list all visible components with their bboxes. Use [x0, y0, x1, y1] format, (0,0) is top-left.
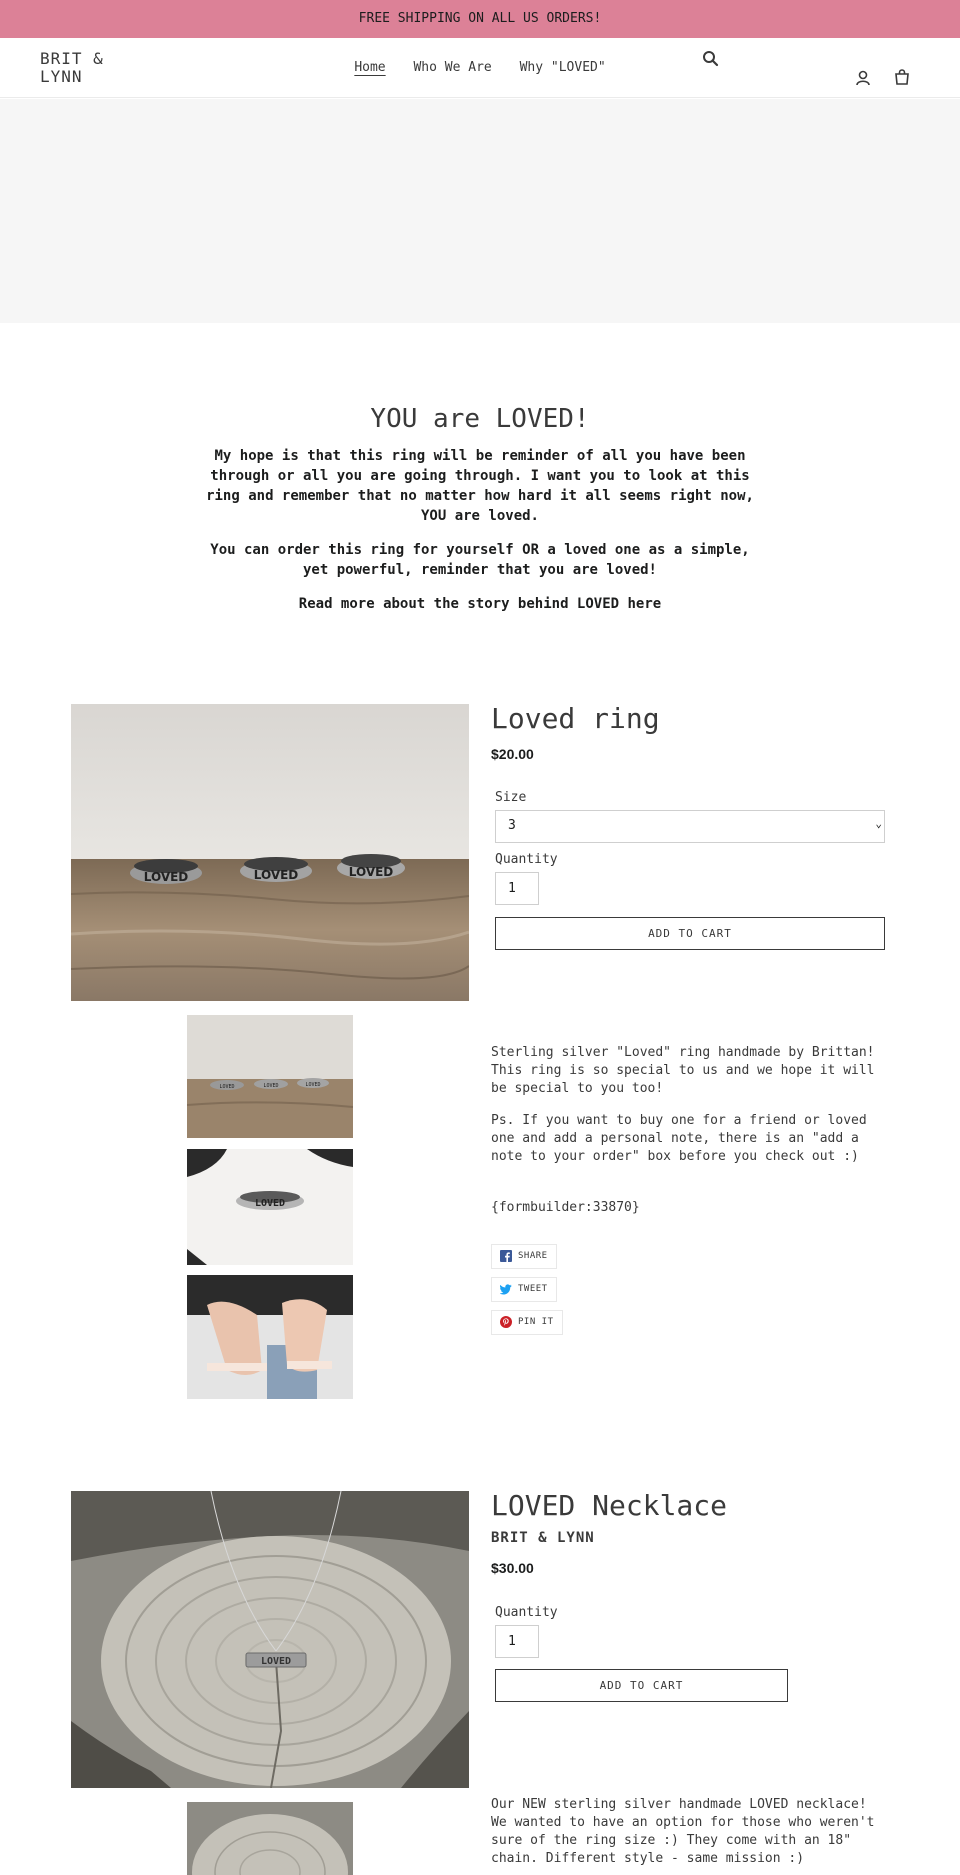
chevron-down-icon: ⌄	[875, 817, 882, 830]
quantity-input[interactable]: 1	[495, 872, 539, 905]
size-select[interactable]	[495, 810, 885, 843]
search-icon[interactable]	[702, 50, 720, 68]
description-paragraph-1: Sterling silver "Loved" ring handmade by Brittan! This ring is so special to us and we hope it will be special to you too!	[491, 1045, 875, 1096]
main-nav	[0, 60, 960, 75]
svg-text:LOVED: LOVED	[219, 1084, 235, 1090]
product-title: Loved ring	[491, 702, 660, 735]
nav-home[interactable]: Home	[354, 60, 386, 75]
intro-paragraph-2: You can order this ring for yourself OR a loved one as a simple, yet powerful, reminder that you are loved!	[210, 542, 750, 578]
svg-text:LOVED: LOVED	[305, 1082, 321, 1088]
intro-paragraph-1: My hope is that this ring will be reminder of all you have been through or all you are going through. I want you to look at this ring and remember that no matter how hard it all seems right now, YOU are loved.	[206, 448, 754, 524]
site-header	[0, 38, 960, 98]
tweet-label: TWEET	[518, 1284, 548, 1294]
necklace-quantity-label: Quantity	[495, 1605, 558, 1620]
quantity-label: Quantity	[495, 852, 558, 867]
svg-text:LOVED: LOVED	[254, 1198, 286, 1209]
svg-text:LOVED: LOVED	[143, 870, 189, 884]
share-facebook-button[interactable]	[491, 1244, 557, 1269]
pinterest-icon	[500, 1315, 512, 1327]
svg-text:LOVED: LOVED	[348, 865, 394, 879]
facebook-icon	[500, 1249, 512, 1261]
nav-who-we-are[interactable]: Who We Are	[413, 60, 492, 75]
product-price: $20.00	[491, 746, 534, 762]
intro-story-link[interactable]: Read more about the story behind LOVED here	[298, 596, 662, 612]
product-main-image[interactable]	[71, 704, 469, 1001]
svg-text:LOVED: LOVED	[263, 1083, 279, 1089]
necklace-thumbnail-1[interactable]	[187, 1802, 353, 1875]
necklace-vendor: BRIT & LYNN	[491, 1530, 595, 1546]
svg-text:LOVED: LOVED	[253, 868, 299, 882]
svg-text:LOVED: LOVED	[260, 1656, 292, 1667]
necklace-title: LOVED Necklace	[491, 1489, 728, 1522]
necklace-add-to-cart-button[interactable]: ADD TO CART	[495, 1669, 788, 1702]
account-icon[interactable]	[854, 69, 872, 87]
size-select-value: 3	[508, 818, 516, 833]
product-thumbnail-1[interactable]	[187, 1015, 353, 1138]
hero-banner	[0, 99, 960, 323]
formbuilder-text: {formbuilder:33870}	[491, 1200, 640, 1215]
description-paragraph-2: Ps. If you want to buy one for a friend or loved one and add a personal note, there is an "add a note to your order" box before you check out :)	[491, 1113, 867, 1164]
size-label: Size	[495, 790, 527, 805]
twitter-icon	[500, 1282, 512, 1294]
share-pinterest-button[interactable]	[491, 1310, 563, 1335]
necklace-price: $30.00	[491, 1560, 534, 1576]
product-thumbnail-2[interactable]	[187, 1149, 353, 1265]
nav-why-loved[interactable]: Why "LOVED"	[519, 60, 606, 75]
intro-section	[200, 404, 760, 628]
share-twitter-button[interactable]	[491, 1277, 557, 1302]
site-logo[interactable]: BRIT & LYNN	[40, 49, 104, 86]
intro-title: YOU are LOVED!	[370, 404, 590, 434]
product-thumbnail-3[interactable]	[187, 1275, 353, 1399]
announcement-bar: FREE SHIPPING ON ALL US ORDERS!	[0, 0, 960, 38]
cart-icon[interactable]	[893, 68, 911, 86]
add-to-cart-button[interactable]: ADD TO CART	[495, 917, 885, 950]
necklace-main-image[interactable]	[71, 1491, 469, 1788]
pin-label: PIN IT	[518, 1317, 554, 1327]
share-label: SHARE	[518, 1251, 548, 1261]
necklace-quantity-input[interactable]: 1	[495, 1625, 539, 1658]
product-description	[491, 1044, 886, 1180]
necklace-description: Our NEW sterling silver handmade LOVED necklace! We wanted to have an option for those who weren't sure of the ring size :) They come with an 18" chain. Different style - same mission :)	[491, 1797, 875, 1866]
